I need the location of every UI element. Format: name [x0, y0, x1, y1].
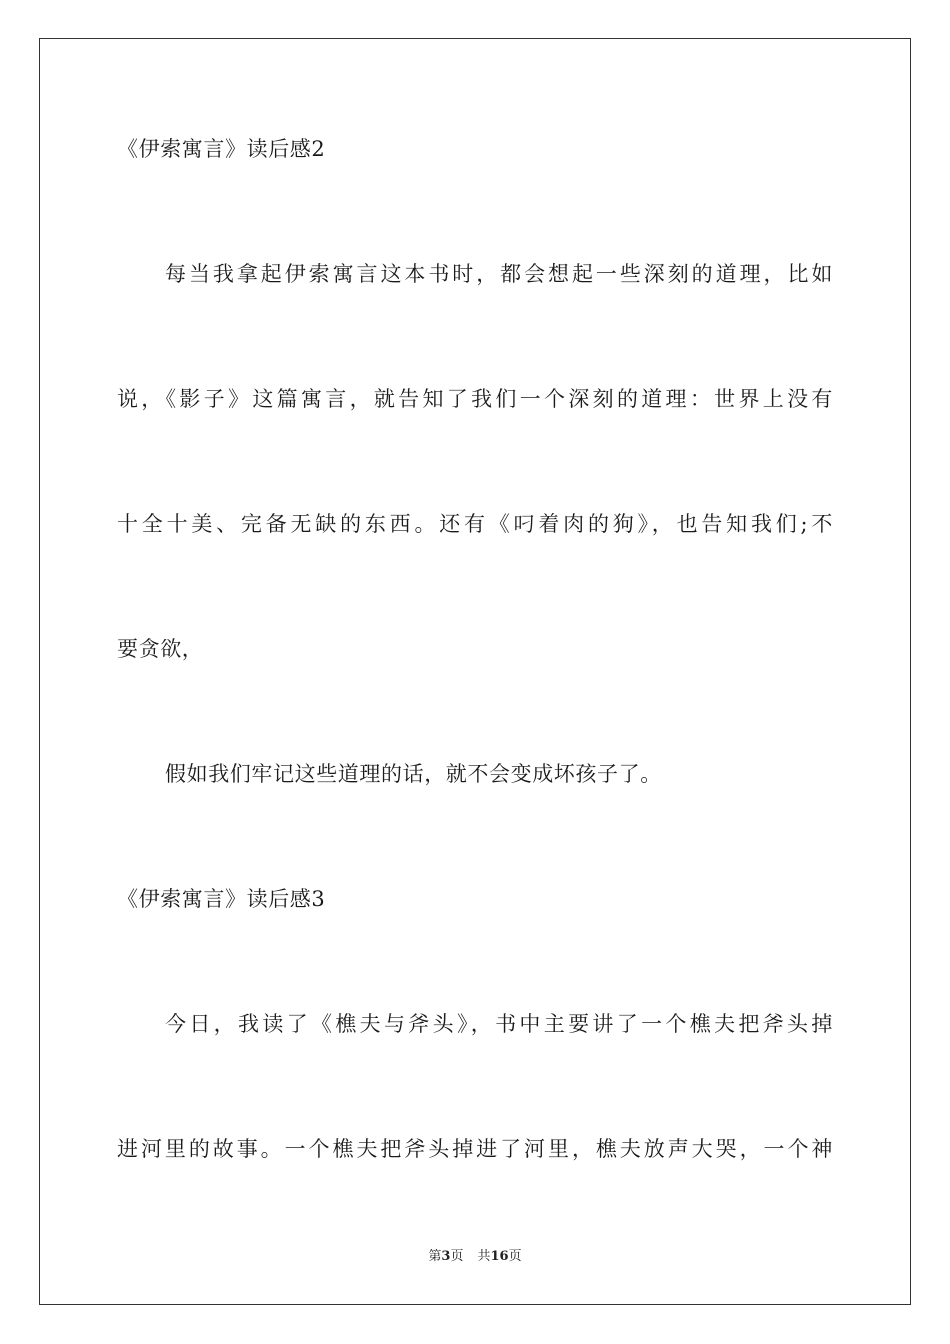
total-prefix: 共 — [477, 1249, 491, 1264]
page-border — [39, 38, 911, 1305]
paragraph-1-line-2: 说，《影子》这篇寓言，就告知了我们一个深刻的道理：世界上没有 — [117, 387, 833, 411]
section-heading-2: 《伊索寓言》读后感2 — [117, 137, 326, 161]
paragraph-1-line-3: 十全十美、完备无缺的东西。还有《叼着肉的狗》，也告知我们;不 — [117, 512, 833, 536]
paragraph-1-line-1: 每当我拿起伊索寓言这本书时，都会想起一些深刻的道理，比如 — [165, 262, 833, 286]
paragraph-3-line-2: 进河里的故事。一个樵夫把斧头掉进了河里，樵夫放声大哭，一个神 — [117, 1137, 833, 1161]
page-number: 3 — [441, 1249, 451, 1264]
total-suffix: 页 — [508, 1249, 522, 1264]
paragraph-3-line-1: 今日，我读了《樵夫与斧头》，书中主要讲了一个樵夫把斧头掉 — [165, 1012, 833, 1036]
page-suffix: 页 — [450, 1249, 464, 1264]
paragraph-1-line-4: 要贪欲， — [117, 637, 204, 661]
page-prefix: 第 — [428, 1249, 442, 1264]
total-pages: 16 — [490, 1249, 509, 1264]
section-heading-3: 《伊索寓言》读后感3 — [117, 887, 326, 911]
page-footer — [0, 1247, 950, 1267]
paragraph-2-line-1: 假如我们牢记这些道理的话，就不会变成坏孩子了。 — [165, 762, 662, 786]
